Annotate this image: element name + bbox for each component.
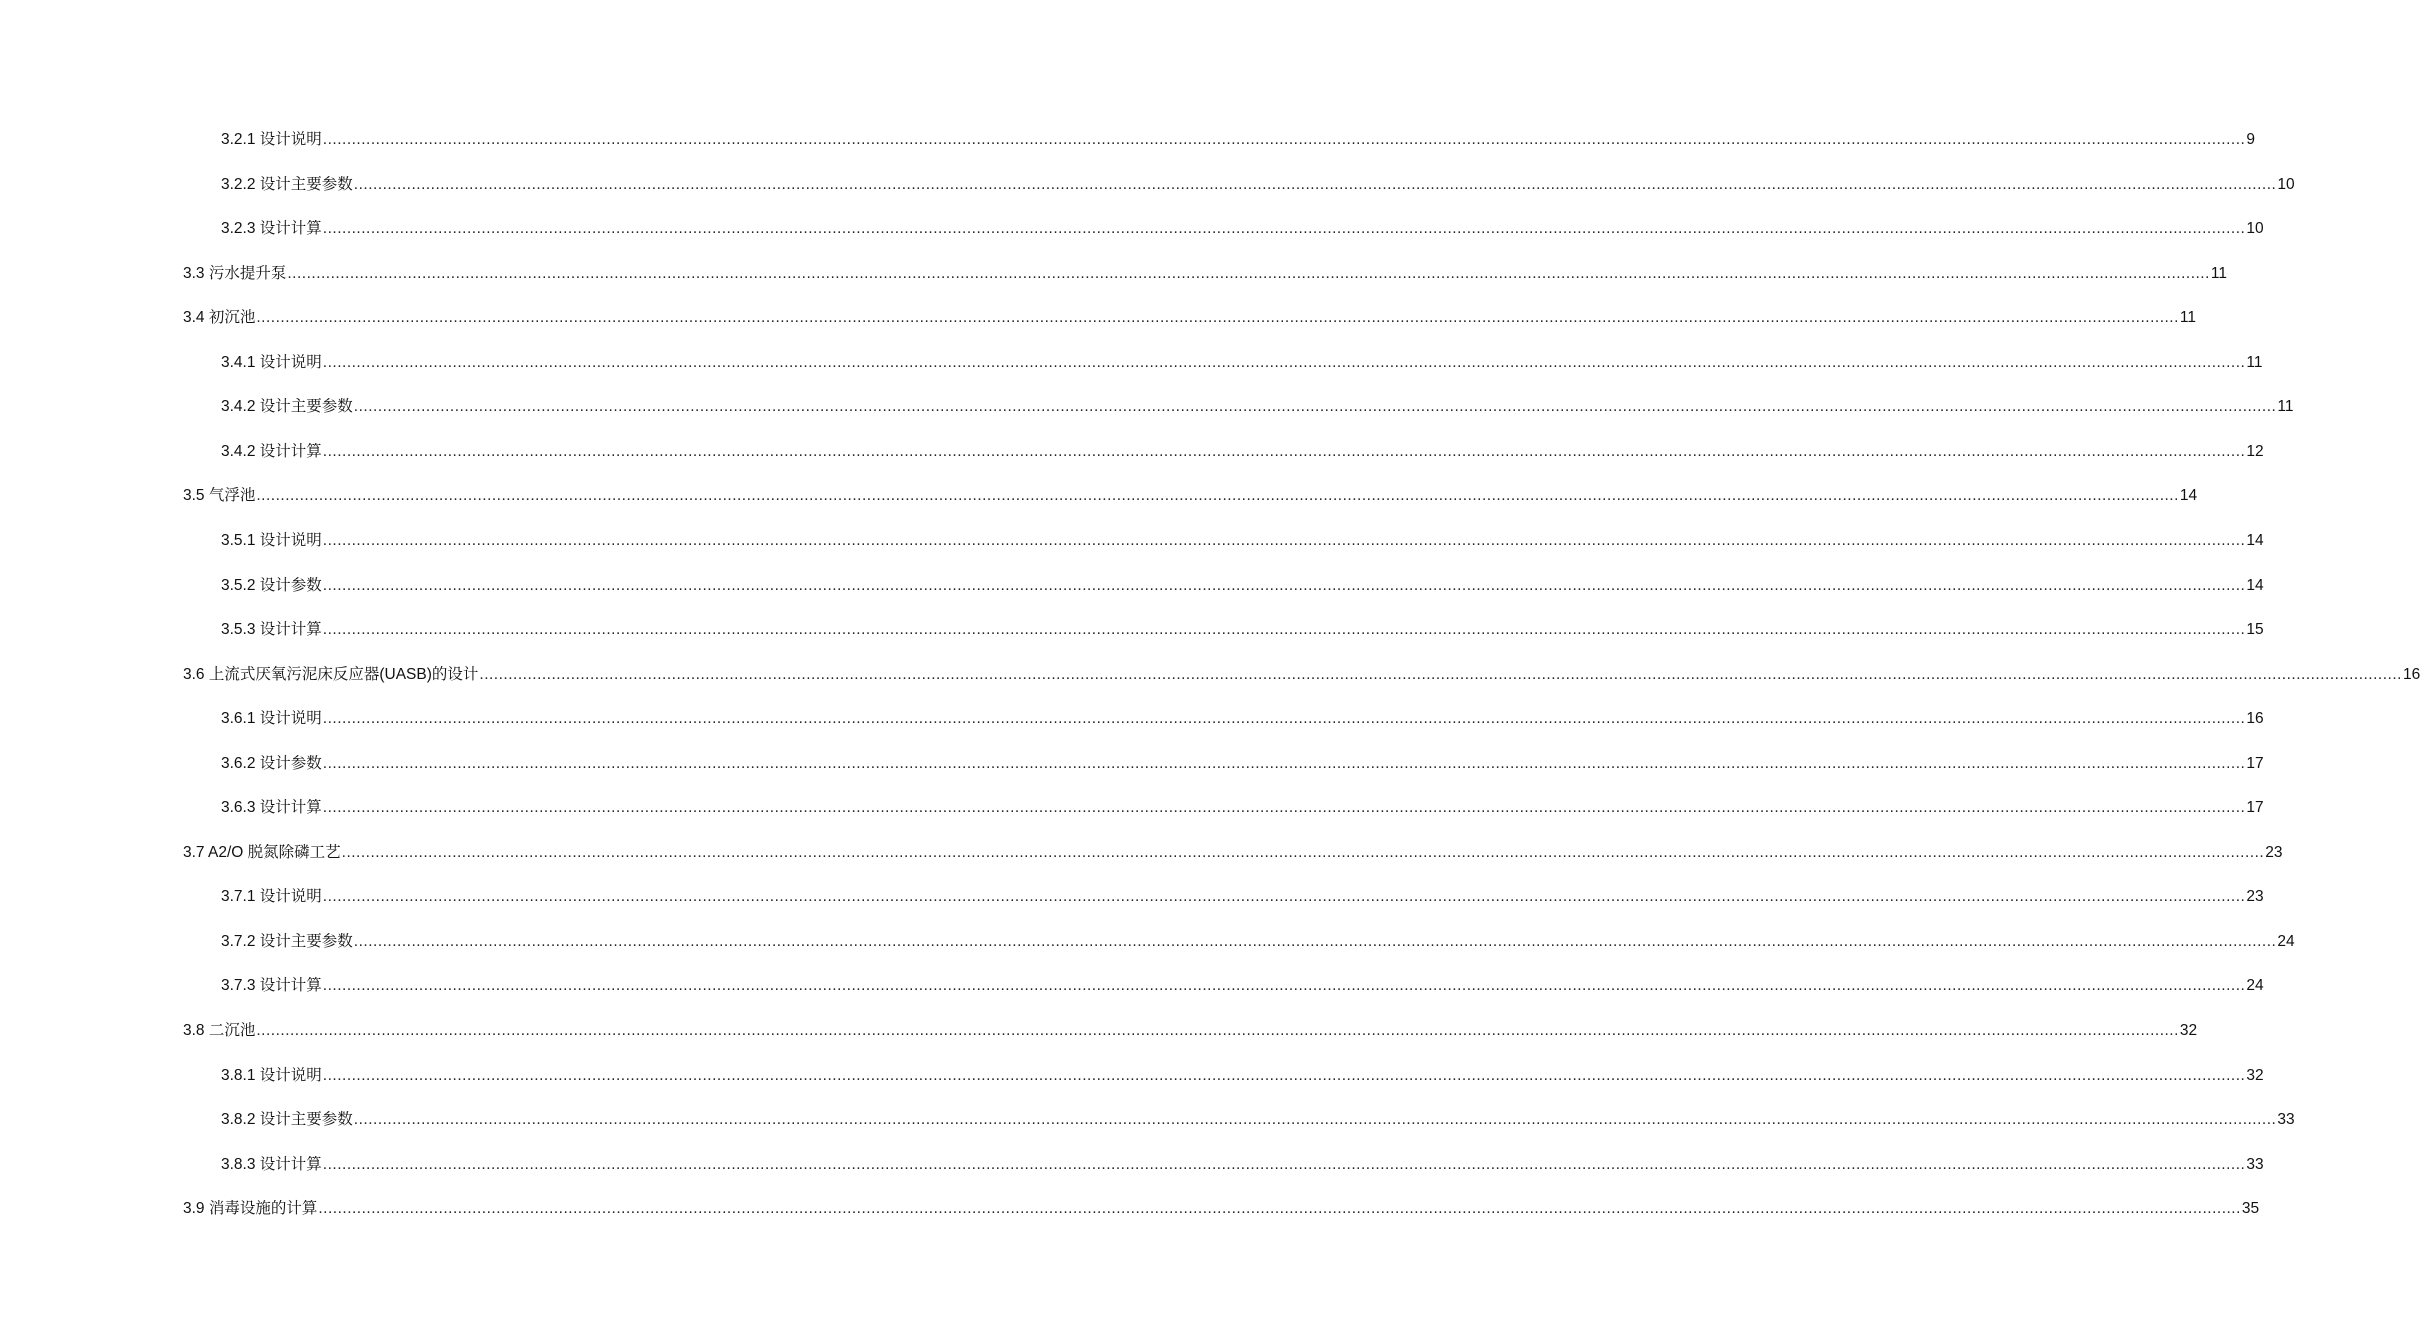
toc-entry-page-number: 10 — [2246, 220, 2264, 238]
toc-entry-label: 3.7.1 设计说明 — [221, 888, 322, 906]
toc-dot-leader: ................................................................................................................................................................................................................................................................................................................................................................................................................ — [322, 977, 2246, 995]
toc-entry-page-number: 32 — [2179, 1022, 2198, 1039]
toc-entry-page-number: 14 — [2179, 487, 2198, 505]
toc-entry[interactable] — [221, 792, 2264, 818]
toc-entry-page-number: 12 — [2246, 442, 2264, 460]
toc-entry-page-number: 11 — [2277, 398, 2294, 416]
toc-entry-label: 3.6.1 设计说明 — [221, 710, 322, 728]
toc-entry[interactable] — [221, 169, 2295, 195]
toc-entry-page-number: 23 — [2265, 843, 2283, 861]
toc-entry[interactable] — [221, 926, 2295, 952]
toc-entry[interactable] — [183, 1015, 2198, 1041]
toc-dot-leader: ................................................................................................................................................................................................................................................................................................................................................................................................................ — [287, 264, 2210, 282]
toc-dot-leader: ................................................................................................................................................................................................................................................................................................................................................................................................................ — [353, 1111, 2277, 1129]
toc-entry-label: 3.5.2 设计参数 — [221, 576, 322, 594]
toc-entry[interactable] — [183, 659, 2420, 685]
toc-dot-leader: ................................................................................................................................................................................................................................................................................................................................................................................................................ — [318, 1200, 2241, 1218]
toc-dot-leader: ................................................................................................................................................................................................................................................................................................................................................................................................................ — [353, 398, 2277, 416]
toc-entry[interactable] — [183, 480, 2198, 506]
toc-dot-leader: ................................................................................................................................................................................................................................................................................................................................................................................................................ — [322, 131, 2246, 148]
toc-entry-label: 3.8.2 设计主要参数 — [221, 1111, 353, 1129]
toc-dot-leader: ................................................................................................................................................................................................................................................................................................................................................................................................................ — [256, 309, 2179, 327]
toc-dot-leader: ................................................................................................................................................................................................................................................................................................................................................................................................................ — [322, 442, 2246, 460]
toc-entry-label: 3.8.3 设计计算 — [221, 1155, 322, 1173]
toc-entry[interactable] — [221, 570, 2264, 596]
toc-entry[interactable] — [221, 970, 2264, 996]
toc-dot-leader: ................................................................................................................................................................................................................................................................................................................................................................................................................ — [322, 710, 2246, 728]
toc-entry-page-number: 32 — [2246, 1066, 2264, 1084]
toc-entry-page-number: 33 — [2246, 1155, 2264, 1173]
toc-dot-leader: ................................................................................................................................................................................................................................................................................................................................................................................................................ — [322, 888, 2246, 906]
toc-entry[interactable] — [221, 347, 2263, 373]
toc-entry-page-number: 24 — [2277, 932, 2295, 950]
toc-entry-label: 3.8 二沉池 — [183, 1022, 256, 1039]
toc-entry-label: 3.4 初沉池 — [183, 309, 256, 327]
toc-entry-page-number: 15 — [2246, 621, 2264, 639]
toc-entry[interactable] — [221, 391, 2294, 417]
toc-dot-leader: ................................................................................................................................................................................................................................................................................................................................................................................................................ — [322, 531, 2246, 549]
toc-entry-label: 3.6.3 设计计算 — [221, 799, 322, 817]
toc-entry-page-number: 35 — [2241, 1200, 2260, 1218]
toc-entry-label: 3.5.1 设计说明 — [221, 531, 322, 549]
toc-entry-label: 3.7.3 设计计算 — [221, 977, 322, 995]
toc-entry-label: 3.7 A2/O 脱氮除磷工艺 — [183, 843, 341, 861]
toc-entry-page-number: 11 — [2246, 353, 2263, 371]
toc-entry[interactable] — [221, 1104, 2295, 1130]
toc-entry-page-number: 33 — [2277, 1111, 2295, 1129]
toc-dot-leader: ................................................................................................................................................................................................................................................................................................................................................................................................................ — [341, 843, 2265, 861]
toc-entry-label: 3.5 气浮池 — [183, 487, 256, 505]
toc-entry[interactable] — [221, 213, 2264, 239]
toc-entry-page-number: 16 — [2402, 665, 2420, 683]
toc-dot-leader: ................................................................................................................................................................................................................................................................................................................................................................................................................ — [322, 576, 2246, 594]
toc-entry-page-number: 9 — [2246, 131, 2255, 148]
toc-dot-leader: ................................................................................................................................................................................................................................................................................................................................................................................................................ — [322, 621, 2246, 639]
toc-entry-page-number: 17 — [2246, 754, 2264, 772]
toc-dot-leader: ................................................................................................................................................................................................................................................................................................................................................................................................................ — [256, 1022, 2179, 1039]
toc-entry-label: 3.4.2 设计计算 — [221, 442, 322, 460]
toc-entry-label: 3.4.1 设计说明 — [221, 353, 322, 371]
toc-entry-label: 3.8.1 设计说明 — [221, 1066, 322, 1084]
toc-entry[interactable] — [221, 1060, 2264, 1086]
toc-dot-leader: ................................................................................................................................................................................................................................................................................................................................................................................................................ — [322, 1066, 2246, 1084]
toc-entry-page-number: 23 — [2246, 888, 2264, 906]
toc-entry[interactable] — [221, 124, 2255, 150]
toc-entry-page-number: 11 — [2179, 309, 2197, 327]
toc-entry-label: 3.6.2 设计参数 — [221, 754, 322, 772]
toc-entry[interactable] — [221, 748, 2264, 774]
toc-entry-label: 3.4.2 设计主要参数 — [221, 398, 353, 416]
toc-entry-label: 3.6 上流式厌氧污泥床反应器(UASB)的设计 — [183, 665, 479, 683]
toc-dot-leader: ................................................................................................................................................................................................................................................................................................................................................................................................................ — [322, 754, 2246, 772]
toc-entry-page-number: 10 — [2277, 175, 2295, 193]
toc-dot-leader: ................................................................................................................................................................................................................................................................................................................................................................................................................ — [322, 799, 2246, 817]
toc-dot-leader: ................................................................................................................................................................................................................................................................................................................................................................................................................ — [256, 487, 2179, 505]
toc-entry-label: 3.7.2 设计主要参数 — [221, 932, 353, 950]
toc-entry[interactable] — [183, 1193, 2260, 1219]
toc-entry-label: 3.2.1 设计说明 — [221, 131, 322, 148]
toc-entry[interactable] — [221, 1149, 2264, 1175]
toc-entry-page-number: 24 — [2246, 977, 2264, 995]
toc-entry[interactable] — [221, 525, 2264, 551]
toc-entry[interactable] — [221, 881, 2264, 907]
toc-entry[interactable] — [221, 703, 2264, 729]
toc-entry-page-number: 17 — [2246, 799, 2264, 817]
toc-dot-leader: ................................................................................................................................................................................................................................................................................................................................................................................................................ — [322, 353, 2246, 371]
toc-entry-label: 3.2.3 设计计算 — [221, 220, 322, 238]
toc-entry[interactable] — [183, 837, 2283, 863]
toc-entry-label: 3.3 污水提升泵 — [183, 264, 287, 282]
toc-dot-leader: ................................................................................................................................................................................................................................................................................................................................................................................................................ — [322, 1155, 2246, 1173]
toc-entry-page-number: 11 — [2210, 264, 2228, 282]
toc-entry-page-number: 14 — [2246, 531, 2264, 549]
toc-dot-leader: ................................................................................................................................................................................................................................................................................................................................................................................................................ — [353, 175, 2277, 193]
toc-entry-page-number: 16 — [2246, 710, 2264, 728]
toc-entry-label: 3.5.3 设计计算 — [221, 621, 322, 639]
toc-entry-page-number: 14 — [2246, 576, 2264, 594]
toc-entry[interactable] — [221, 614, 2264, 640]
toc-dot-leader: ................................................................................................................................................................................................................................................................................................................................................................................................................ — [322, 220, 2246, 238]
toc-entry[interactable] — [183, 258, 2228, 284]
toc-entry-label: 3.2.2 设计主要参数 — [221, 175, 353, 193]
toc-entry-label: 3.9 消毒设施的计算 — [183, 1200, 318, 1218]
toc-entry[interactable] — [221, 436, 2264, 462]
toc-entry[interactable] — [183, 302, 2197, 328]
toc-dot-leader: ................................................................................................................................................................................................................................................................................................................................................................................................................ — [479, 665, 2402, 683]
toc-dot-leader: ................................................................................................................................................................................................................................................................................................................................................................................................................ — [353, 932, 2277, 950]
